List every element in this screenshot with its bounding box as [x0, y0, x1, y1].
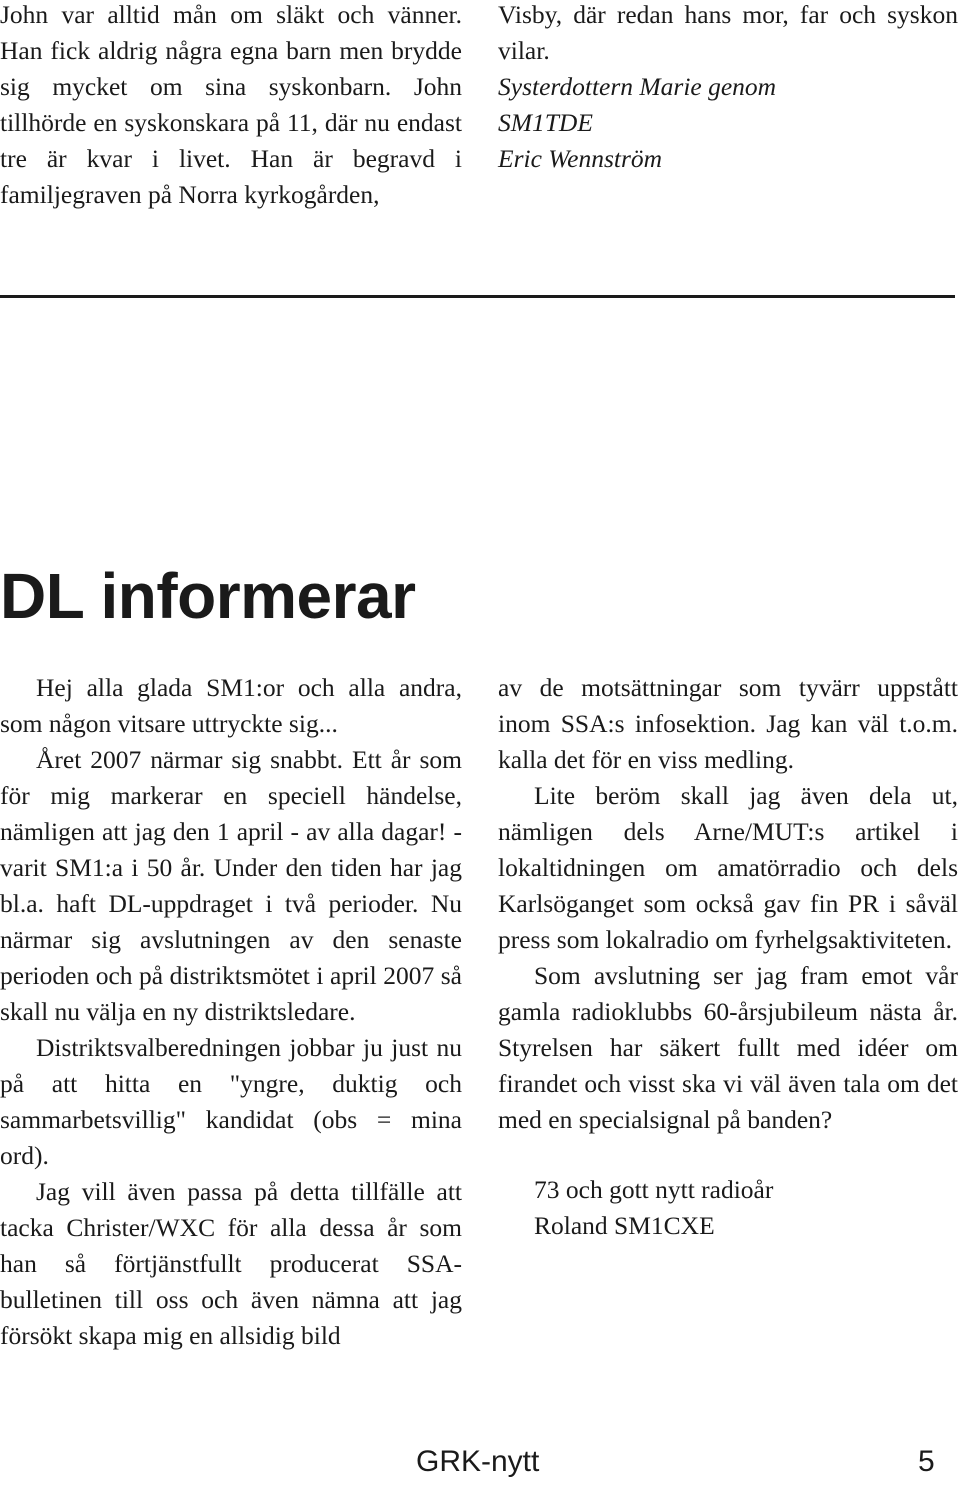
article-paragraph: Jag vill även passa på detta tillfälle att tacka Christer/WXC för alla dessa år som han så förtjänstfullt producerat SSA-bulletinen till oss och även nämna att jag försökt skapa mig en allsidig bild — [0, 1177, 462, 1350]
article-signature — [534, 1172, 958, 1244]
signature-line: 73 och gott nytt radioår — [534, 1175, 774, 1204]
previous-article-paragraph-end: Visby, där redan hans mor, far och syskon vilar. — [498, 0, 958, 65]
article-right-column — [498, 670, 958, 1244]
article-left-column — [0, 670, 462, 1354]
article-paragraph: Året 2007 närmar sig snabbt. Ett år som för mig markerar en speciell händelse, nämligen att jag den 1 april - av alla dagar! - varit SM1:a i 50 år. Under den tiden har jag bl.a. haft DL-uppdraget i två perioder. Nu närmar sig avslutningen av den senaste perioden och på distriktsmötet i april 2007 så skall nu välja en ny distriktsledare. — [0, 745, 462, 1026]
article-headline: DL informerar — [0, 560, 416, 632]
article-paragraph: av de motsättningar som tyvärr uppstått inom SSA:s infosektion. Jag kan väl t.o.m. kalla det för en viss medling. — [498, 673, 958, 774]
signoff-line: Eric Wennström — [498, 144, 663, 173]
footer-publication-name: GRK-nytt — [416, 1445, 540, 1478]
signoff-line: SM1TDE — [498, 108, 593, 137]
previous-article-paragraph: John var alltid mån om släkt och vänner. Han fick aldrig några egna barn men brydde sig mycket om sina syskonbarn. John tillhörde en syskonskara på 11, där nu endast tre är kvar i livet. Han är begravd i familjegraven på Norra kyrkogården, — [0, 0, 462, 209]
previous-article-signoff — [498, 69, 958, 177]
signoff-line: Systerdottern Marie genom — [498, 72, 777, 101]
section-divider — [0, 295, 955, 298]
previous-article-right-column — [498, 0, 958, 177]
article-paragraph: Hej alla glada SM1:or och alla andra, som någon vitsare uttryckte sig... — [0, 673, 462, 738]
signature-line: Roland SM1CXE — [534, 1211, 715, 1240]
article-paragraph: Som avslutning ser jag fram emot vår gamla radioklubbs 60-årsjubileum nästa år. Styrelsen har säkert fullt med idéer om firandet och visst ska vi väl även tala om det med en specialsignal på banden? — [498, 961, 958, 1134]
article-paragraph: Lite beröm skall jag även dela ut, nämligen dels Arne/MUT:s artikel i lokaltidningen om amatörradio och dels Karlsöganget som också gav fin PR i såväl press som lokalradio om fyrhelgsaktiviteten. — [498, 781, 958, 954]
article-paragraph: Distriktsvalberedningen jobbar ju just nu på att hitta en "yngre, duktig och sammarbetsvillig" kandidat (obs = mina ord). — [0, 1033, 462, 1170]
page-number: 5 — [918, 1445, 935, 1478]
previous-article-left-column — [0, 0, 462, 213]
